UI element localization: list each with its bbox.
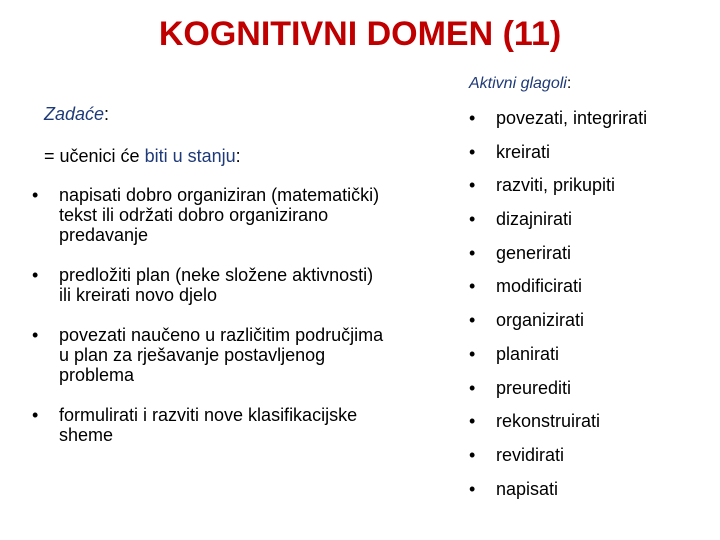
verb-text: razviti, prikupiti [496, 175, 616, 196]
verb-item [469, 208, 647, 230]
task-text: povezati naučeno u različitim područjima u plan za rješavanje postavljenog problema [59, 325, 384, 385]
task-item [32, 325, 384, 385]
verb-item [469, 444, 647, 466]
bullet-icon: • [469, 141, 476, 162]
verb-text: planirati [496, 343, 560, 364]
intro-line [44, 145, 384, 167]
task-list [32, 185, 384, 445]
bullet-icon: • [469, 310, 476, 331]
verb-item [469, 377, 647, 399]
verb-text: revidirati [496, 444, 565, 465]
intro-highlight: biti u stanju [144, 146, 236, 166]
bullet-icon: • [469, 411, 476, 432]
slide-title: KOGNITIVNI DOMEN (11) [158, 15, 562, 53]
verb-item [469, 309, 647, 331]
active-verbs-heading [469, 74, 571, 94]
bullet-icon: • [32, 185, 39, 205]
verb-item [469, 174, 647, 196]
bullet-icon: • [469, 209, 476, 230]
active-verbs-heading-label: Aktivni glagoli [469, 75, 567, 92]
task-text: predložiti plan (neke složene aktivnosti) ili kreirati novo djelo [59, 265, 374, 305]
bullet-icon: • [469, 444, 476, 465]
verb-item [469, 343, 647, 365]
intro-suffix: : [235, 146, 241, 166]
verb-text: modificirati [496, 276, 583, 297]
verb-item [469, 242, 647, 264]
task-text: formulirati i razviti nove klasifikacijske sheme [59, 405, 358, 445]
tasks-column [32, 103, 384, 465]
verb-text: generirati [496, 242, 572, 263]
tasks-heading-colon: : [104, 104, 110, 124]
verb-item [469, 478, 647, 500]
tasks-heading-label: Zadaće [44, 104, 105, 124]
intro-prefix: = učenici će [44, 146, 145, 166]
verb-text: dizajnirati [496, 209, 573, 230]
verb-text: napisati [496, 478, 559, 499]
verb-item [469, 275, 647, 297]
task-text: napisati dobro organiziran (matematički) tekst ili održati dobro organizirano predavanje [59, 185, 380, 245]
bullet-icon: • [469, 242, 476, 263]
verb-text: kreirati [496, 141, 551, 162]
bullet-icon: • [469, 175, 476, 196]
bullet-icon: • [469, 478, 476, 499]
active-verbs-heading-colon: : [566, 75, 572, 92]
bullet-icon: • [32, 265, 39, 285]
task-item [32, 405, 384, 445]
bullet-icon: • [469, 377, 476, 398]
bullet-icon: • [469, 108, 476, 128]
verb-item [469, 107, 647, 129]
bullet-icon: • [32, 405, 39, 425]
verb-text: organizirati [496, 310, 585, 331]
verb-item [469, 410, 647, 432]
verb-list [469, 107, 647, 511]
task-item [32, 265, 384, 305]
bullet-icon: • [469, 276, 476, 297]
bullet-icon: • [32, 325, 39, 345]
task-item [32, 185, 384, 245]
tasks-heading [44, 103, 384, 125]
bullet-icon: • [469, 343, 476, 364]
verb-item [469, 141, 647, 163]
verb-text: povezati, integrirati [496, 108, 648, 128]
verb-text: rekonstruirati [496, 411, 601, 432]
verb-text: preurediti [496, 377, 572, 398]
